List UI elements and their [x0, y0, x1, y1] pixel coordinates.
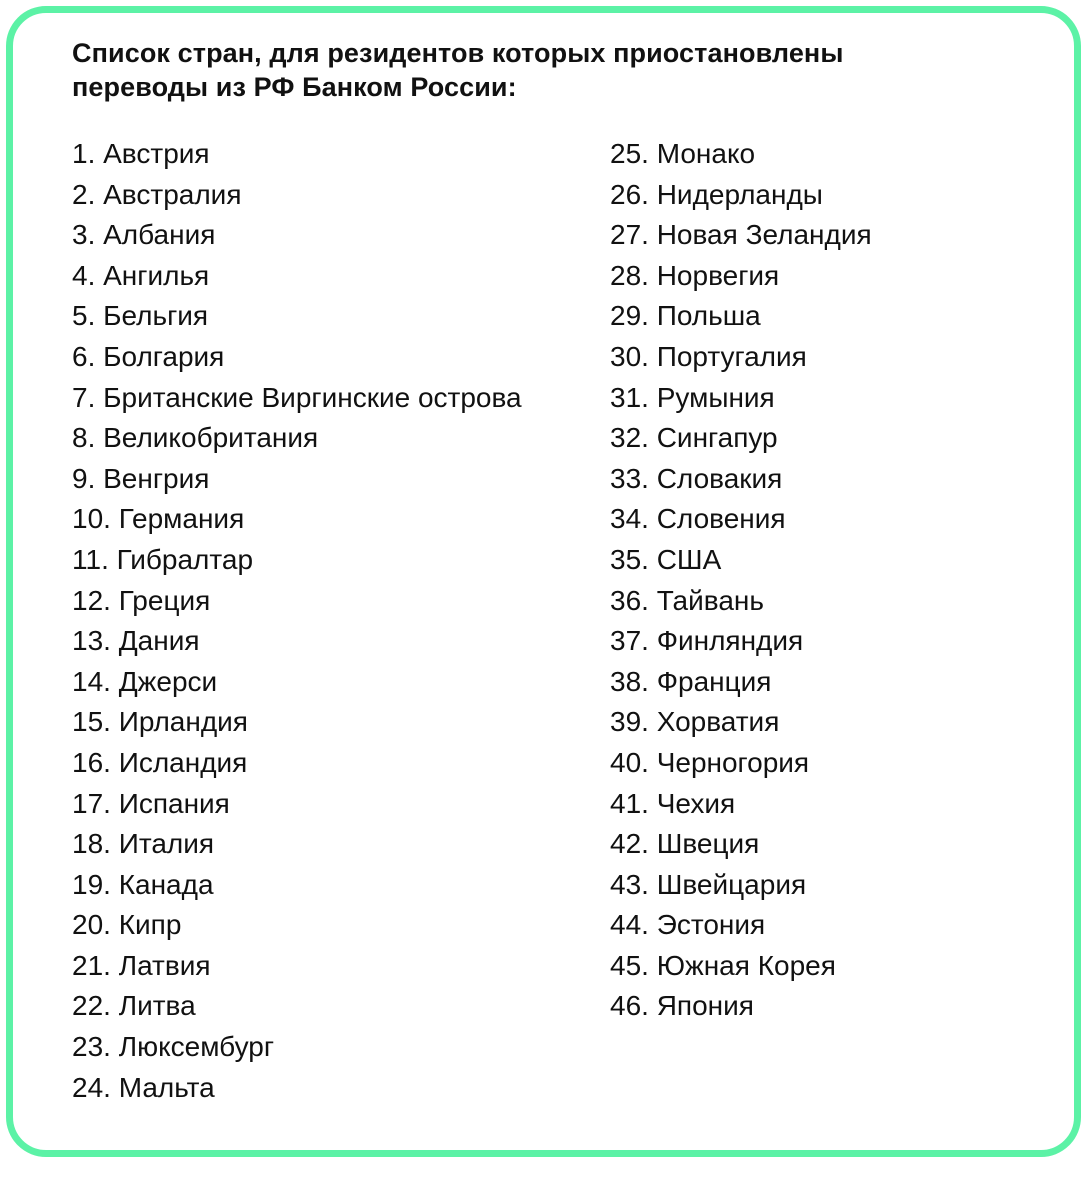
country-list-item: 31. Румыния [610, 381, 775, 413]
country-list-item: 25. Монако [610, 138, 756, 169]
country-list-item: 18. Италия [72, 828, 215, 860]
country-list-item: 7. Британские Виргинские острова [72, 381, 522, 413]
title-line-1: Список стран, для резидентов которых приостановлены [72, 38, 844, 68]
country-list-item: 21. Латвия [72, 949, 211, 981]
country-list-item: 46. Япония [610, 990, 754, 1022]
country-list-item: 9. Венгрия [72, 462, 210, 494]
country-list-left [72, 134, 592, 1108]
country-list-item: 20. Кипр [72, 909, 182, 941]
country-list-item: 27. Новая Зеландия [610, 219, 872, 251]
country-list-item: 44. Эстония [610, 909, 766, 941]
country-list-item: 17. Испания [72, 787, 230, 819]
country-list-item: 11. Гибралтар [72, 543, 254, 575]
country-list-item: 42. Швеция [610, 828, 760, 860]
country-list-item: 23. Люксембург [72, 1031, 275, 1063]
country-list-item: 28. Норвегия [610, 259, 780, 291]
country-list-item: 13. Дания [72, 625, 200, 657]
country-list-item: 38. Франция [610, 665, 772, 697]
country-list-item: 6. Болгария [72, 340, 225, 372]
title-line-2: переводы из РФ Банком России: [72, 72, 517, 102]
country-list-item: 5. Бельгия [72, 300, 209, 332]
country-list-item: 16. Исландия [72, 746, 248, 778]
country-list-item: 33. Словакия [610, 462, 783, 494]
country-list-item: 10. Германия [72, 503, 245, 535]
country-list-item: 35. США [610, 543, 722, 575]
country-list-item: 14. Джерси [72, 665, 218, 697]
country-list-item: 45. Южная Корея [610, 949, 836, 981]
country-list-item: 1. Австрия [72, 138, 210, 169]
country-list-item: 19. Канада [72, 868, 214, 900]
country-list-item: 3. Албания [72, 219, 216, 251]
country-list-item: 15. Ирландия [72, 706, 248, 738]
country-list-item: 8. Великобритания [72, 422, 319, 454]
country-list-item: 4. Ангилья [72, 259, 210, 291]
country-list-item: 26. Нидерланды [610, 178, 823, 210]
country-list-item: 40. Черногория [610, 746, 810, 778]
country-list-item: 34. Словения [610, 503, 786, 535]
country-list-item: 30. Португалия [610, 340, 807, 372]
country-list-item: 2. Австралия [72, 178, 242, 210]
country-list-item: 37. Финляндия [610, 625, 804, 657]
country-list-item: 12. Греция [72, 584, 211, 616]
country-list-right [610, 134, 1050, 1027]
country-list-item: 43. Швейцария [610, 868, 807, 900]
country-list-item: 41. Чехия [610, 787, 736, 819]
country-list-item: 24. Мальта [72, 1071, 215, 1103]
country-list-item: 29. Польша [610, 300, 761, 332]
country-list-item: 32. Сингапур [610, 422, 778, 454]
country-list-item: 36. Тайвань [610, 584, 764, 616]
country-list-item: 22. Литва [72, 990, 196, 1022]
country-list-item: 39. Хорватия [610, 706, 780, 738]
page-title [72, 36, 972, 104]
